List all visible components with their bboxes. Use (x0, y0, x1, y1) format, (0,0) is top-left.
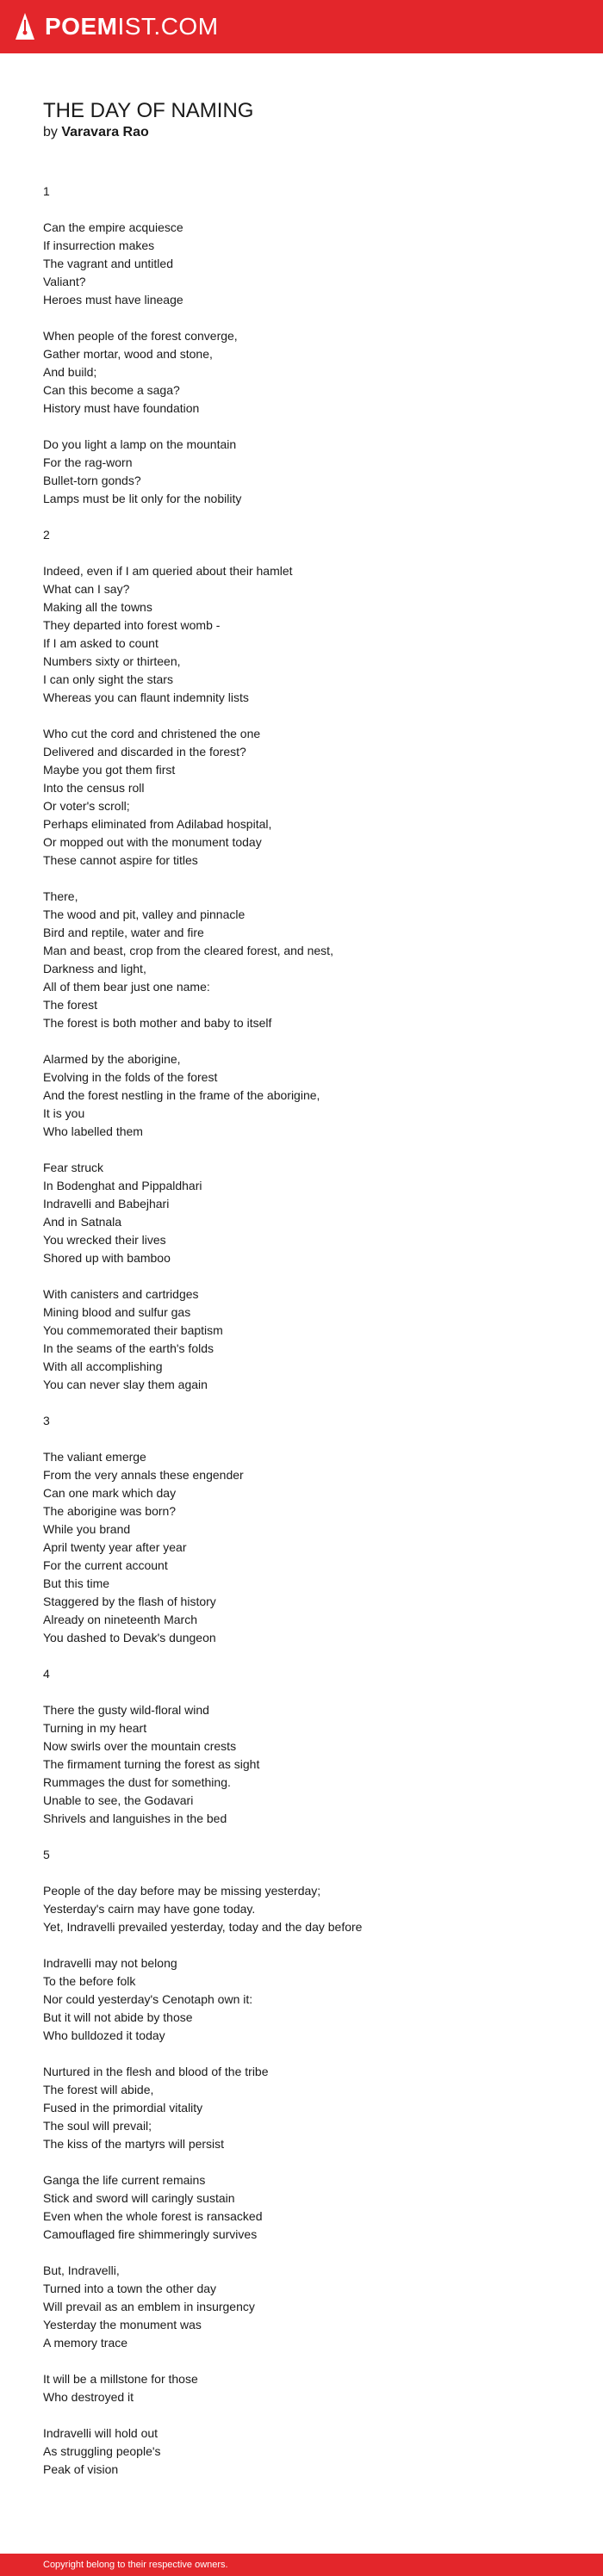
poem-stanza (43, 2370, 560, 2406)
poem-line: Delivered and discarded in the forest? (43, 745, 246, 759)
poem-line: And the forest nestling in the frame of the aborigine, (43, 1088, 320, 1102)
poem-line: April twenty year after year (43, 1540, 187, 1554)
poem-line: It will be a millstone for those (43, 2372, 198, 2386)
poem-line: The kiss of the martyrs will persist (43, 2137, 225, 2151)
poem-line: Unable to see, the Godavari (43, 1793, 194, 1807)
poem-line: When people of the forest converge, (43, 329, 238, 343)
poem-stanza (43, 183, 560, 201)
poem-line: Even when the whole forest is ransacked (43, 2209, 263, 2223)
poem-line: As struggling people's (43, 2444, 161, 2458)
by-label: by (43, 125, 58, 139)
site-logo[interactable] (14, 11, 219, 42)
brand-name (45, 11, 219, 42)
poem-line: Indravelli will hold out (43, 2426, 159, 2440)
poem-stanza (43, 2262, 560, 2352)
poem-line: In the seams of the earth's folds (43, 1341, 214, 1355)
poem-line: The vagrant and untitled (43, 257, 173, 270)
poem-line: Turned into a town the other day (43, 2282, 217, 2295)
poem-line: Will prevail as an emblem in insurgency (43, 2300, 255, 2313)
poem-line: While you brand (43, 1522, 131, 1536)
poem-line: Who labelled them (43, 1124, 143, 1138)
poem-line: The soul will prevail; (43, 2119, 152, 2133)
poem-line: Mining blood and sulfur gas (43, 1305, 191, 1319)
pen-nib-icon (14, 12, 36, 41)
author-name[interactable]: Varavara Rao (61, 125, 149, 139)
poem-line: But, Indravelli, (43, 2263, 120, 2277)
copyright-text: Copyright belong to their respective owners. (43, 2560, 228, 2570)
poem-line: The forest is both mother and baby to itself (43, 1016, 272, 1030)
poem-line: Or mopped out with the monument today (43, 835, 262, 849)
poem-line: Perhaps eliminated from Adilabad hospital, (43, 817, 272, 831)
poem-line: The aborigine was born? (43, 1504, 177, 1518)
poem-line: But it will not abide by those (43, 2010, 193, 2024)
poem-stanza (43, 1701, 560, 1828)
poem-line: Yet, Indravelli prevailed yesterday, today and the day before (43, 1920, 363, 1934)
byline (43, 124, 560, 141)
poem-line: 5 (43, 1848, 50, 1861)
poem-line: From the very annals these engender (43, 1468, 244, 1482)
poem-line: 1 (43, 184, 50, 198)
poem-stanza (43, 1846, 560, 1864)
poem-line: Who destroyed it (43, 2390, 134, 2404)
poem-line: Shored up with bamboo (43, 1251, 171, 1265)
poem-line: Numbers sixty or thirteen, (43, 654, 181, 668)
poem-line: For the rag-worn (43, 455, 133, 469)
poem-line: You dashed to Devak's dungeon (43, 1631, 216, 1644)
poem-line: Valiant? (43, 275, 86, 288)
poem-line: Man and beast, crop from the cleared forest, and nest, (43, 944, 333, 957)
poem-line: Turning in my heart (43, 1721, 147, 1735)
poem-line: Ganga the life current remains (43, 2173, 206, 2187)
poem-line: Lamps must be lit only for the nobility (43, 492, 242, 505)
poem-line: What can I say? (43, 582, 130, 596)
site-header (0, 0, 603, 53)
poem-line: Indravelli and Babejhari (43, 1197, 170, 1211)
poem-stanza (43, 1159, 560, 1267)
poem-line: In Bodenghat and Pippaldhari (43, 1179, 202, 1192)
poem-line: Bird and reptile, water and fire (43, 926, 204, 939)
poem-line: Stick and sword will caringly sustain (43, 2191, 235, 2205)
poem-line: Who cut the cord and christened the one (43, 727, 261, 740)
poem-line: The wood and pit, valley and pinnacle (43, 907, 246, 921)
poem-line: Alarmed by the aborigine, (43, 1052, 181, 1066)
poem-stanza (43, 526, 560, 544)
poem-line: And build; (43, 365, 97, 379)
poem-line: With all accomplishing (43, 1359, 163, 1373)
poem-stanza (43, 1412, 560, 1430)
poem-line: Peak of vision (43, 2462, 119, 2476)
poem-line: Yesterday's cairn may have gone today. (43, 1902, 256, 1916)
poem-line: And in Satnala (43, 1215, 122, 1229)
poem-line: There, (43, 889, 78, 903)
poem-line: Rummages the dust for something. (43, 1775, 231, 1789)
poem-line: Heroes must have lineage (43, 293, 183, 307)
poem-stanza (43, 1448, 560, 1647)
poem-line: For the current account (43, 1558, 168, 1572)
poem-line: The forest (43, 998, 98, 1012)
poem-line: Already on nineteenth March (43, 1613, 197, 1626)
poem-line: Can the empire acquiesce (43, 220, 183, 234)
poem-line: Staggered by the flash of history (43, 1595, 216, 1608)
poem-line: With canisters and cartridges (43, 1287, 199, 1301)
poem-line: 2 (43, 528, 50, 542)
poem-line: Can one mark which day (43, 1486, 177, 1500)
poem-title: THE DAY OF NAMING (43, 99, 254, 122)
poem-line: Do you light a lamp on the mountain (43, 437, 237, 451)
site-footer (0, 2554, 603, 2576)
poem-line: People of the day before may be missing yesterday; (43, 1884, 321, 1898)
poem-line: Indeed, even if I am queried about their hamlet (43, 564, 293, 578)
poem-stanza (43, 2424, 560, 2479)
poem-line: Evolving in the folds of the forest (43, 1070, 218, 1084)
poem-stanza (43, 1882, 560, 1936)
poem-stanza (43, 219, 560, 309)
poem-stanza (43, 1050, 560, 1141)
poem-line: Camouflaged fire shimmeringly survives (43, 2227, 258, 2241)
poem-line: 4 (43, 1667, 50, 1681)
poem-stanza (43, 562, 560, 707)
poem-line: You can never slay them again (43, 1378, 208, 1391)
poem-line: Maybe you got them first (43, 763, 176, 777)
poem-line: Shrivels and languishes in the bed (43, 1811, 227, 1825)
poem-line: History must have foundation (43, 401, 200, 415)
poem-stanza (43, 888, 560, 1032)
poem-line: There the gusty wild-floral wind (43, 1703, 209, 1717)
poem-line: Who bulldozed it today (43, 2028, 165, 2042)
poem-line: Gather mortar, wood and stone, (43, 347, 213, 361)
poem-line: The forest will abide, (43, 2083, 154, 2096)
poem-line: Indravelli may not belong (43, 1956, 177, 1970)
poem-content (43, 98, 560, 2497)
poem-line: If I am asked to count (43, 636, 159, 650)
poem-line: The valiant emerge (43, 1450, 146, 1464)
poem-line: Darkness and light, (43, 962, 146, 975)
poem-line: These cannot aspire for titles (43, 853, 198, 867)
brand-bold: POEM (45, 13, 118, 40)
poem-line: Making all the towns (43, 600, 152, 614)
poem-line: But this time (43, 1576, 110, 1590)
poem-line: It is you (43, 1106, 85, 1120)
brand-light: IST.COM (117, 13, 219, 40)
poem-line: Nurtured in the flesh and blood of the tribe (43, 2065, 269, 2078)
poem-line: If insurrection makes (43, 238, 155, 252)
poem-stanza (43, 2063, 560, 2153)
poem-stanza (43, 725, 560, 870)
poem-line: Or voter's scroll; (43, 799, 130, 813)
poem-line: Bullet-torn gonds? (43, 474, 141, 487)
poem-stanza (43, 1285, 560, 1394)
poem-line: Fear struck (43, 1161, 104, 1174)
poem-line: Whereas you can flaunt indemnity lists (43, 690, 249, 704)
poem-line: Now swirls over the mountain crests (43, 1739, 237, 1753)
poem-line: I can only sight the stars (43, 672, 173, 686)
poem-line: All of them bear just one name: (43, 980, 210, 994)
poem-line: Yesterday the monument was (43, 2318, 202, 2331)
poem-line: Nor could yesterday's Cenotaph own it: (43, 1992, 253, 2006)
poem-line: They departed into forest womb - (43, 618, 221, 632)
poem-stanza (43, 436, 560, 508)
poem-stanza (43, 1954, 560, 2045)
poem-body (43, 183, 560, 2479)
poem-line: 3 (43, 1414, 50, 1427)
poem-line: The firmament turning the forest as sight (43, 1757, 260, 1771)
poem-stanza (43, 327, 560, 418)
poem-line: To the before folk (43, 1974, 136, 1988)
poem-line: You wrecked their lives (43, 1233, 166, 1247)
poem-line: You commemorated their baptism (43, 1323, 223, 1337)
poem-line: Can this become a saga? (43, 383, 180, 397)
poem-line: A memory trace (43, 2336, 128, 2350)
poem-stanza (43, 1665, 560, 1683)
poem-line: Fused in the primordial vitality (43, 2101, 203, 2115)
poem-line: Into the census roll (43, 781, 145, 795)
poem-stanza (43, 2171, 560, 2244)
